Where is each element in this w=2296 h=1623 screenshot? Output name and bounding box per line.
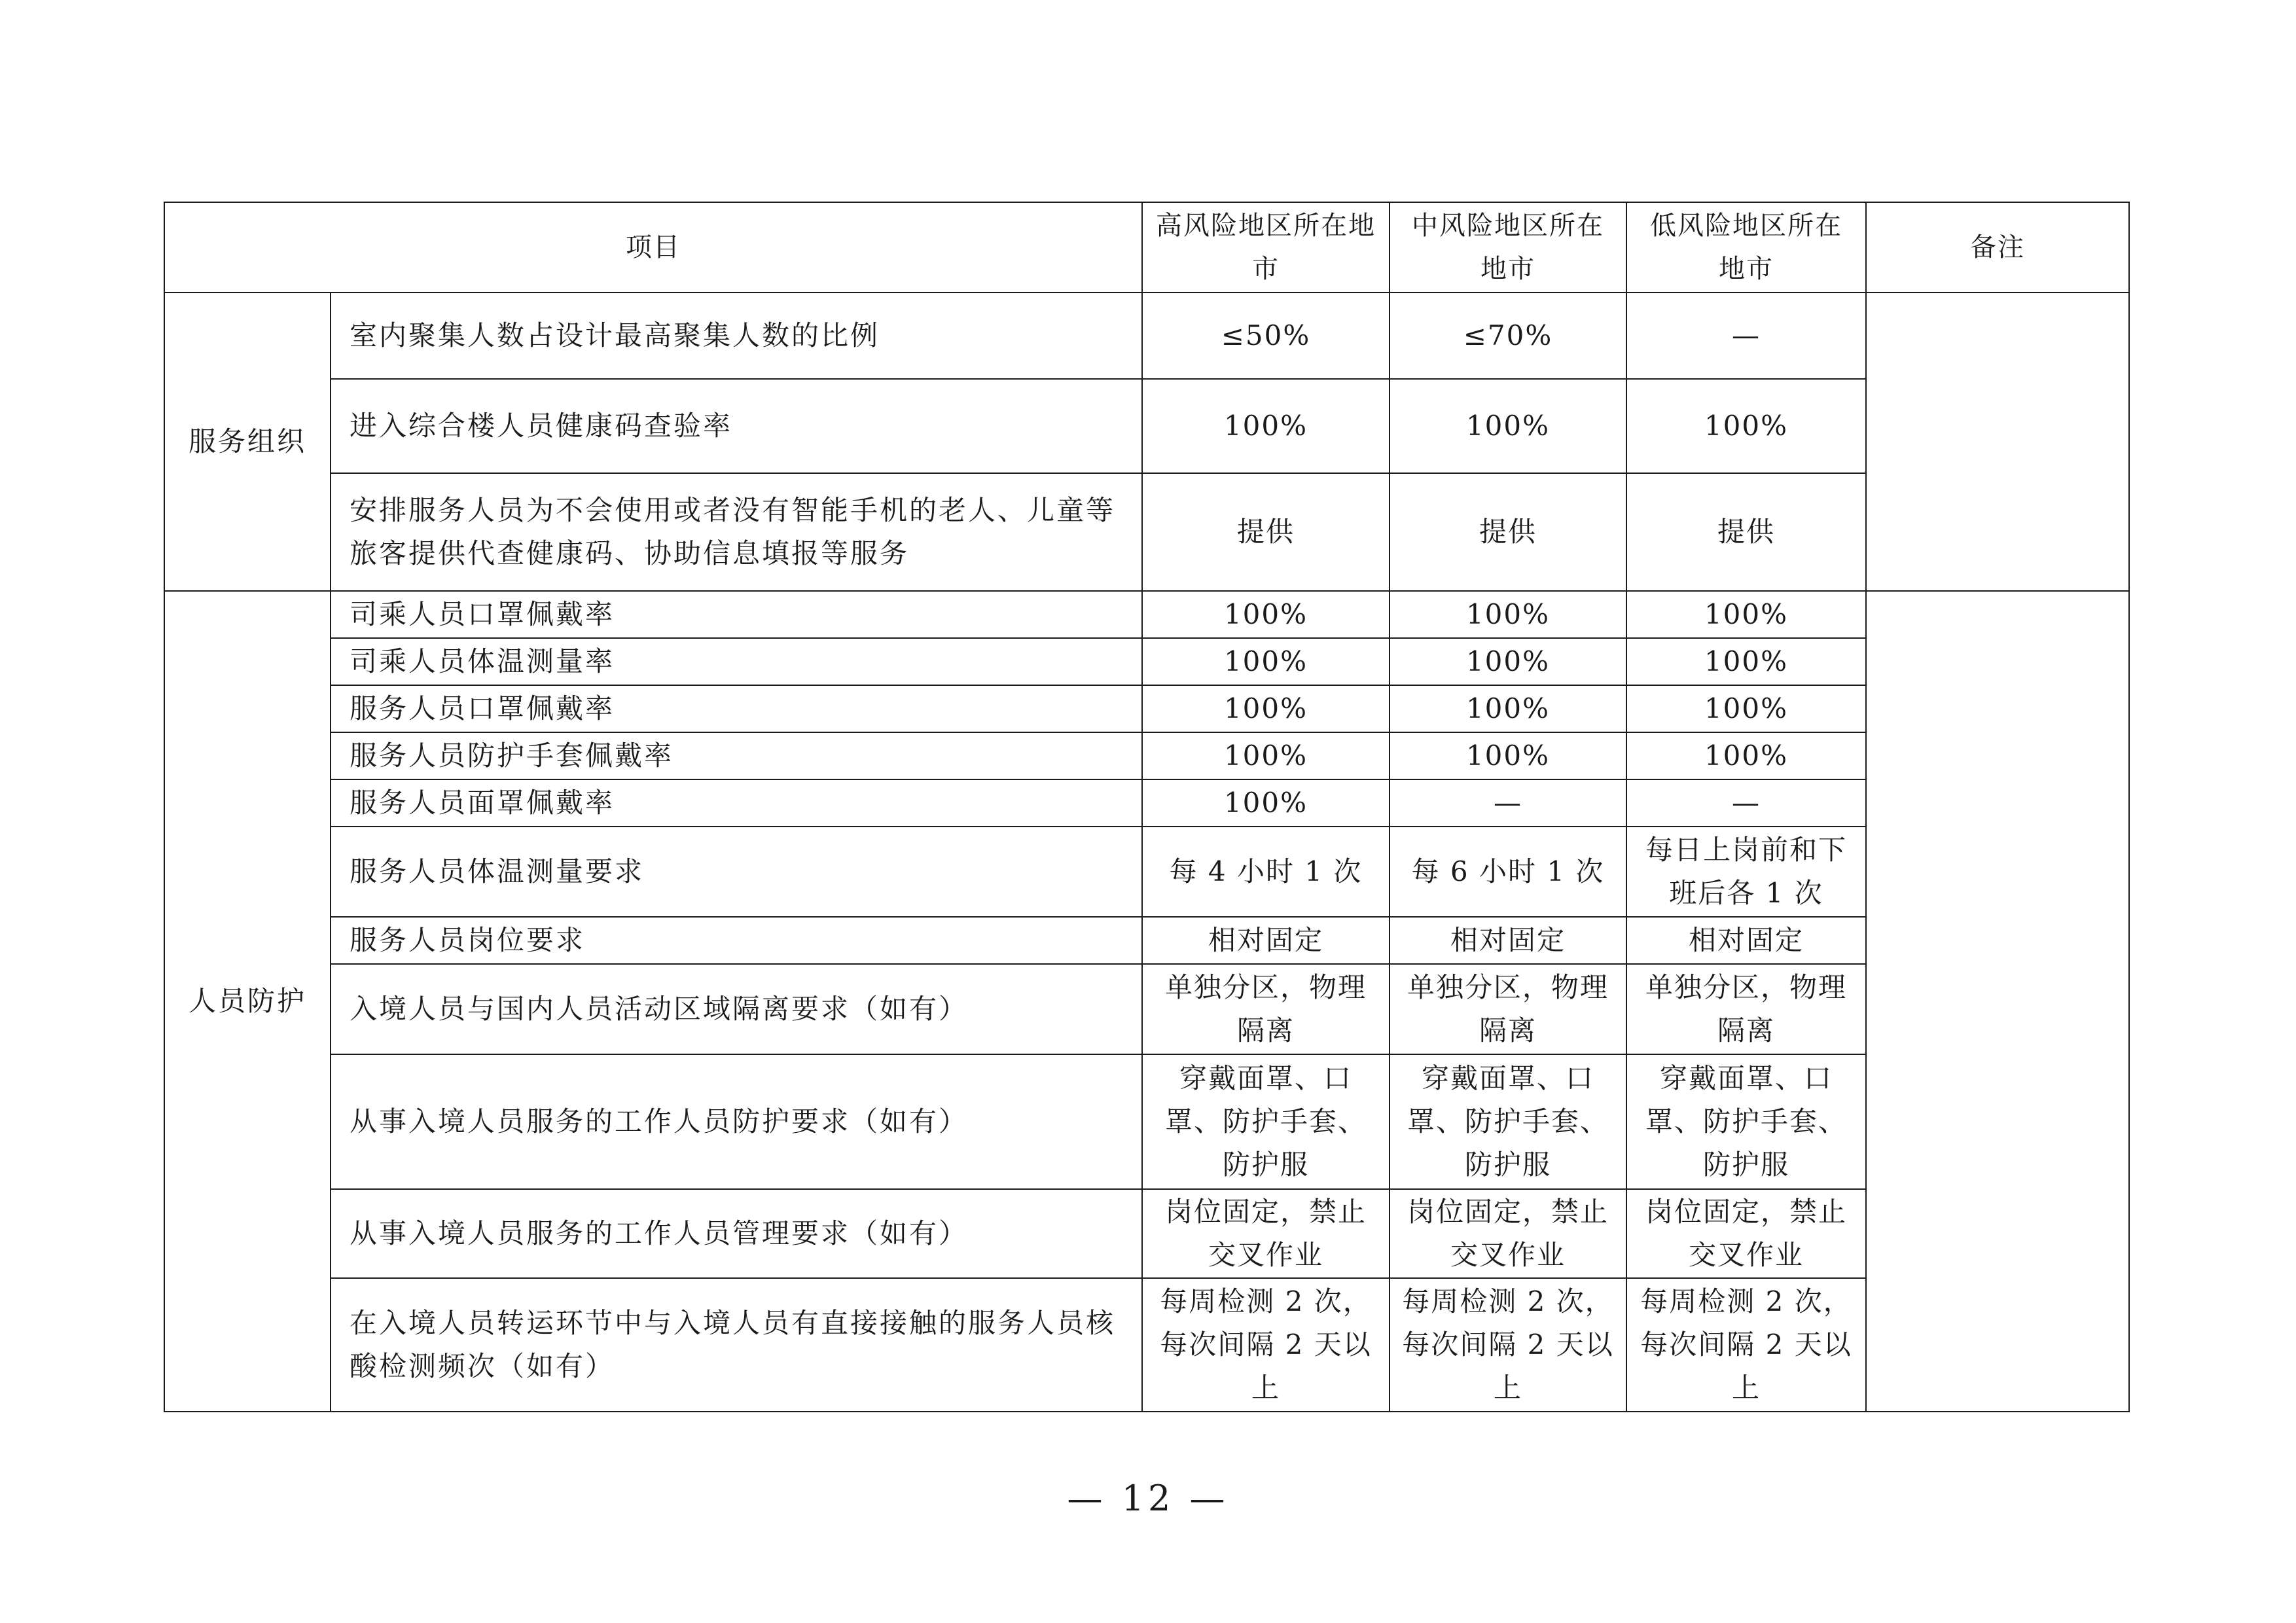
value-low: — bbox=[1626, 293, 1866, 379]
category-service-organization: 服务组织 bbox=[164, 293, 331, 591]
table-row bbox=[164, 685, 2129, 732]
row-item: 室内聚集人数占设计最高聚集人数的比例 bbox=[331, 293, 1142, 379]
value-mid: 100% bbox=[1390, 732, 1626, 779]
value-mid: 相对固定 bbox=[1390, 917, 1626, 964]
value-low: 100% bbox=[1626, 732, 1866, 779]
value-high: 相对固定 bbox=[1142, 917, 1390, 964]
value-low: 提供 bbox=[1626, 473, 1866, 591]
value-mid: 100% bbox=[1390, 379, 1626, 473]
value-mid: ≤70% bbox=[1390, 293, 1626, 379]
value-high: 100% bbox=[1142, 685, 1390, 732]
value-mid: 提供 bbox=[1390, 473, 1626, 591]
value-high: 岗位固定，禁止交叉作业 bbox=[1142, 1189, 1390, 1278]
table-row bbox=[164, 827, 2129, 917]
row-item: 入境人员与国内人员活动区域隔离要求（如有） bbox=[331, 964, 1142, 1054]
value-low: 100% bbox=[1626, 379, 1866, 473]
value-high: 100% bbox=[1142, 638, 1390, 685]
value-mid: 岗位固定，禁止交叉作业 bbox=[1390, 1189, 1626, 1278]
value-mid: — bbox=[1390, 779, 1626, 827]
value-mid: 每周检测 2 次，每次间隔 2 天以上 bbox=[1390, 1278, 1626, 1412]
value-high: 每周检测 2 次，每次间隔 2 天以上 bbox=[1142, 1278, 1390, 1412]
row-item: 安排服务人员为不会使用或者没有智能手机的老人、儿童等旅客提供代查健康码、协助信息填报等服务 bbox=[331, 473, 1142, 591]
row-item: 服务人员体温测量要求 bbox=[331, 827, 1142, 917]
value-high: 每 4 小时 1 次 bbox=[1142, 827, 1390, 917]
value-mid: 100% bbox=[1390, 638, 1626, 685]
value-high: 穿戴面罩、口罩、防护手套、防护服 bbox=[1142, 1054, 1390, 1189]
row-item: 服务人员岗位要求 bbox=[331, 917, 1142, 964]
value-low: — bbox=[1626, 779, 1866, 827]
table-row bbox=[164, 473, 2129, 591]
row-item: 服务人员口罩佩戴率 bbox=[331, 685, 1142, 732]
requirements-table bbox=[164, 202, 2130, 1412]
row-item: 服务人员防护手套佩戴率 bbox=[331, 732, 1142, 779]
row-item: 从事入境人员服务的工作人员防护要求（如有） bbox=[331, 1054, 1142, 1189]
value-low: 每日上岗前和下班后各 1 次 bbox=[1626, 827, 1866, 917]
header-row bbox=[164, 202, 2129, 293]
category-personnel-protection: 人员防护 bbox=[164, 591, 331, 1412]
value-high: 单独分区，物理隔离 bbox=[1142, 964, 1390, 1054]
value-mid: 100% bbox=[1390, 591, 1626, 638]
row-item: 司乘人员体温测量率 bbox=[331, 638, 1142, 685]
value-mid: 每 6 小时 1 次 bbox=[1390, 827, 1626, 917]
table-row bbox=[164, 732, 2129, 779]
value-mid: 穿戴面罩、口罩、防护手套、防护服 bbox=[1390, 1054, 1626, 1189]
table-row bbox=[164, 964, 2129, 1054]
value-low: 单独分区，物理隔离 bbox=[1626, 964, 1866, 1054]
table-row bbox=[164, 1278, 2129, 1412]
header-item: 项目 bbox=[164, 202, 1142, 293]
row-item: 服务人员面罩佩戴率 bbox=[331, 779, 1142, 827]
header-mid-risk: 中风险地区所在地市 bbox=[1390, 202, 1626, 293]
value-low: 岗位固定，禁止交叉作业 bbox=[1626, 1189, 1866, 1278]
value-high: 100% bbox=[1142, 379, 1390, 473]
value-low: 100% bbox=[1626, 638, 1866, 685]
value-high: 100% bbox=[1142, 591, 1390, 638]
table-row bbox=[164, 379, 2129, 473]
row-item: 从事入境人员服务的工作人员管理要求（如有） bbox=[331, 1189, 1142, 1278]
value-mid: 100% bbox=[1390, 685, 1626, 732]
header-low-risk: 低风险地区所在地市 bbox=[1626, 202, 1866, 293]
value-high: 100% bbox=[1142, 732, 1390, 779]
table-row bbox=[164, 591, 2129, 638]
table-row bbox=[164, 293, 2129, 379]
value-low: 100% bbox=[1626, 591, 1866, 638]
table-row bbox=[164, 1054, 2129, 1189]
value-high: 100% bbox=[1142, 779, 1390, 827]
value-low: 相对固定 bbox=[1626, 917, 1866, 964]
table-row bbox=[164, 779, 2129, 827]
header-high-risk: 高风险地区所在地市 bbox=[1142, 202, 1390, 293]
value-high: ≤50% bbox=[1142, 293, 1390, 379]
value-low: 穿戴面罩、口罩、防护手套、防护服 bbox=[1626, 1054, 1866, 1189]
header-note: 备注 bbox=[1866, 202, 2129, 293]
value-low: 100% bbox=[1626, 685, 1866, 732]
row-item: 进入综合楼人员健康码查验率 bbox=[331, 379, 1142, 473]
value-mid: 单独分区，物理隔离 bbox=[1390, 964, 1626, 1054]
note-cell bbox=[1866, 591, 2129, 1412]
table-row bbox=[164, 1189, 2129, 1278]
value-low: 每周检测 2 次，每次间隔 2 天以上 bbox=[1626, 1278, 1866, 1412]
note-cell bbox=[1866, 293, 2129, 591]
row-item: 司乘人员口罩佩戴率 bbox=[331, 591, 1142, 638]
table-row bbox=[164, 638, 2129, 685]
page-number: — 12 — bbox=[1067, 1478, 1229, 1519]
table-row bbox=[164, 917, 2129, 964]
value-high: 提供 bbox=[1142, 473, 1390, 591]
row-item: 在入境人员转运环节中与入境人员有直接接触的服务人员核酸检测频次（如有） bbox=[331, 1278, 1142, 1412]
